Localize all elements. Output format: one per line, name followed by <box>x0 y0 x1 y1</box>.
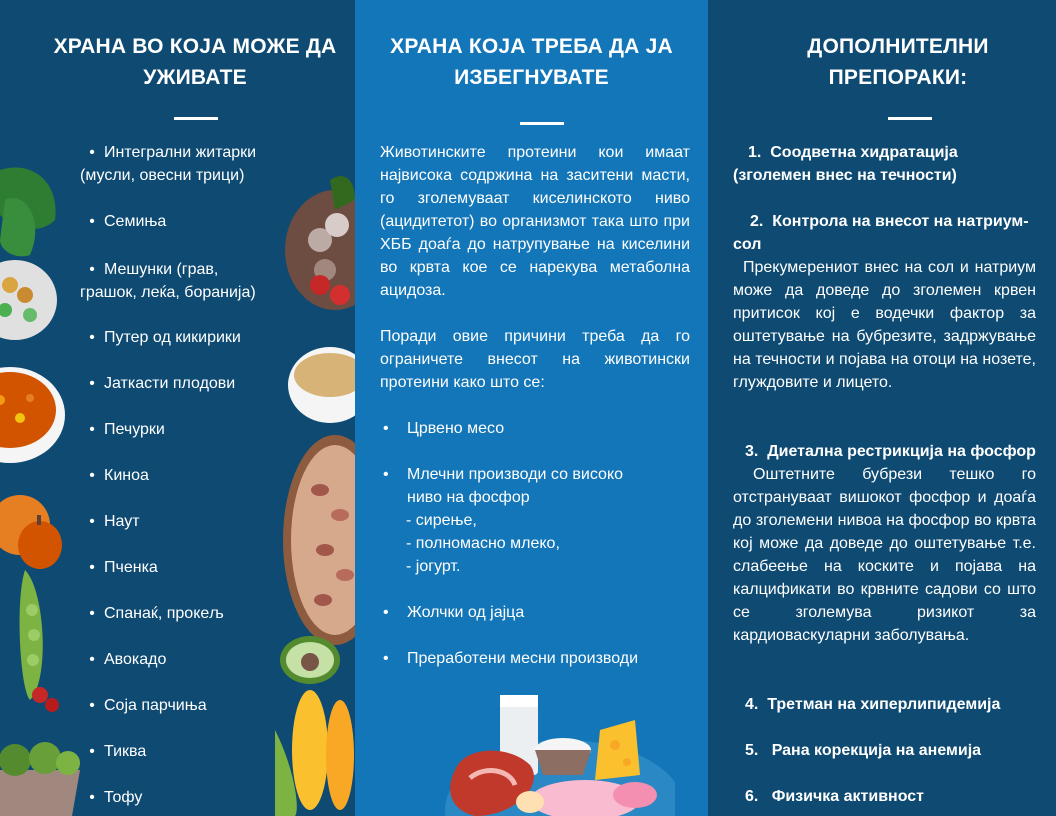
allowed-foods-divider <box>174 117 218 120</box>
list-item: • Тофу <box>89 789 143 806</box>
list-item: • Жолчки од јајца <box>383 604 525 621</box>
recommendations-title-line2: ПРЕПОРАКИ: <box>828 66 968 89</box>
list-item: • Соја парчиња <box>89 697 207 714</box>
list-item: • Пченка <box>89 559 158 576</box>
list-item: • Киноа <box>89 467 149 484</box>
recommendation-3: 3. Диетална рестрикција на фосфор Оштетните бубрези тешко го отстрануваат вишокот фосфор и доаѓа до зголемени нивоа на фосфор во крвта кој може да доведе до оштетување т.е. слабеење на коските и појава на калцификати во крвните садови со што се зголемува ризикот за кардиоваскуларни заболувања. <box>733 440 1036 647</box>
list-item: • Интегрални житарки (мусли, овесни трици) <box>80 144 257 184</box>
recommendation-5: 5. Рана корекција на анемија <box>745 742 982 759</box>
recommendations-divider <box>888 117 932 120</box>
list-item: • Наут <box>89 513 140 530</box>
avoid-paragraph-2: Поради овие причини треба да го ограничете внесот на животински протеини како што се: <box>380 328 690 391</box>
vegetables-left-illustration <box>0 160 80 816</box>
sub-item: - полномасно млеко, <box>406 535 560 552</box>
list-item: • Печурки <box>89 421 165 438</box>
sub-item: - јогурт. <box>406 558 461 575</box>
list-item: • Путер од кикирики <box>89 329 241 346</box>
avoid-foods-divider <box>520 122 564 125</box>
recommendation-1: 1. Соодветна хидратација (зголемен внес на течности) <box>733 144 958 184</box>
recommendation-2-body: Прекумерениот внес на сол и натриум може да доведе до зголемен крвен притисок кој е водечки фактор за оштетување на бубрезите, задржување на течности и појава на отоци на нозете, глуждовите и лицето. <box>733 259 1036 391</box>
animal-products-illustration <box>435 690 675 816</box>
avoid-paragraph-1: Животинските протеини кои имаат највисока содржина на заситени масти, го зголемуваат киселинското ниво (ацидитетот) во организмот така што при ХББ доаѓа до натрупување на киселини во крвта кое се нарекува метаболна ацидоза. <box>380 144 690 299</box>
list-item: • Преработени месни производи <box>383 650 639 667</box>
list-item: • Тиква <box>89 743 147 760</box>
avoid-foods-column <box>355 0 708 816</box>
sub-item: - сирење, <box>406 512 477 529</box>
list-item: • Авокадо <box>89 651 167 668</box>
allowed-foods-title-line1: ХРАНА ВО КОЈА МОЖЕ ДА <box>53 35 337 58</box>
allowed-foods-title-line2: УЖИВАТЕ <box>143 66 247 89</box>
list-item: • Млечни производи со високо ниво на фосфор - сирење, - полномасно млеко, - јогурт. <box>383 463 673 578</box>
list-item: • Мешунки (грав, грашок, леќа, боранија) <box>80 261 256 301</box>
avoid-foods-title-line1: ХРАНА КОЈА ТРЕБА ДА ЈА <box>390 35 673 58</box>
recommendation-4: 4. Третман на хиперлипидемија <box>745 696 1001 713</box>
avoid-foods-title-line2: ИЗБЕГНУВАТЕ <box>454 66 609 89</box>
list-item: • Семиња <box>89 213 167 230</box>
recommendation-6: 6. Физичка активност <box>745 788 924 805</box>
recommendations-title-line1: ДОПОЛНИТЕЛНИ <box>807 35 989 58</box>
list-item: • Јаткасти плодови <box>89 375 236 392</box>
recommendation-3-body: Оштетните бубрези тешко го отстрануваат вишокот фосфор и доаѓа до зголемени нивоа на фосфор во крвта кој може да доведе до оштетување т.е. слабеење на коските и појава на калцификати во крвните садови со што се зголемува ризикот за кардиоваскуларни заболувања. <box>733 466 1036 644</box>
allowed-foods-column <box>0 0 355 816</box>
recommendations-column <box>708 0 1056 816</box>
list-item: • Спанаќ, прокељ <box>89 605 224 622</box>
recommendation-2: 2. Контрола на внесот на натриум-сол Прекумерениот внес на сол и натриум може да доведе до зголемен крвен притисок кој е водечки фактор за оштетување на бубрезите, задржување на течности и појава на отоци на нозете, глуждовите и лицето. <box>733 210 1036 394</box>
list-item: • Црвено месо <box>383 420 505 437</box>
